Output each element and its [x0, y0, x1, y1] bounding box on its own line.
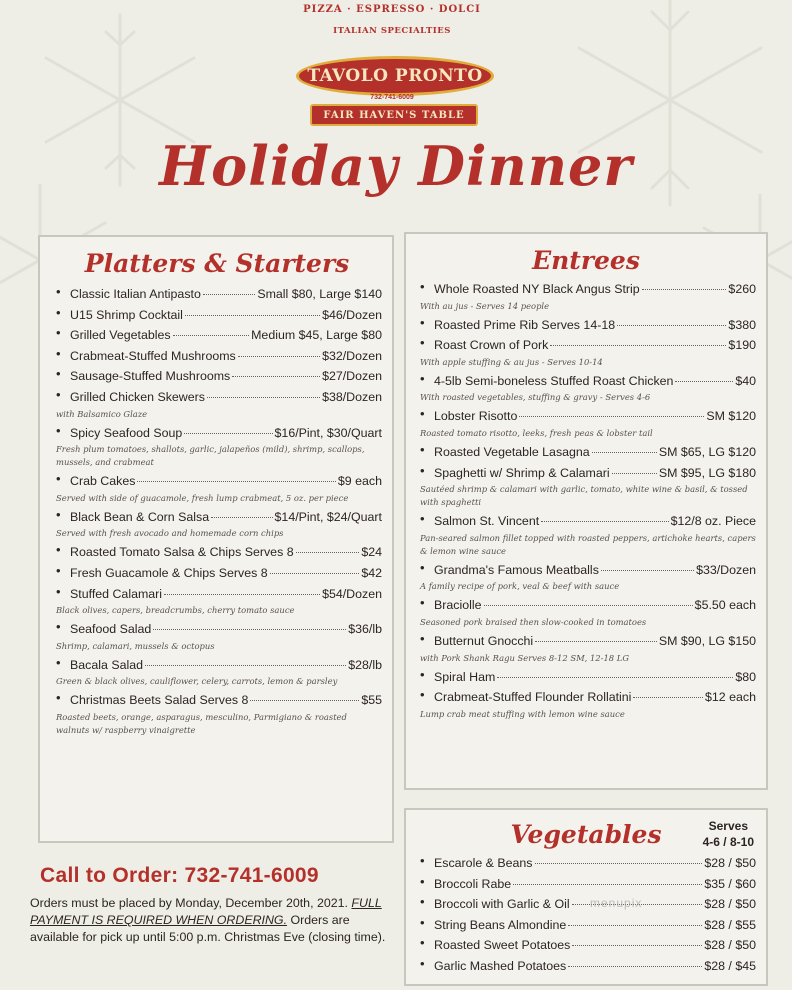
menu-item-price: SM $90, LG $150 [658, 633, 756, 648]
menu-item-price: $14/Pint, $24/Quart [274, 509, 382, 524]
dot-leader [137, 481, 335, 482]
call-to-order: Call to Order: 732-741-6009 [40, 864, 319, 887]
menu-item-description: Shrimp, calamari, mussels & octopus [56, 640, 215, 651]
menu-item [416, 335, 756, 369]
menu-item [416, 406, 756, 440]
menu-item [416, 935, 756, 956]
dot-leader [642, 289, 727, 290]
menu-item-name: • Escarole & Beans [434, 856, 533, 870]
menu-item-description: with Pork Shank Ragu Serves 8-12 SM, 12-18 LG [420, 652, 630, 663]
menu-item [416, 874, 756, 895]
dot-leader [207, 397, 320, 398]
menu-item-row [70, 423, 382, 444]
dot-leader [601, 570, 694, 571]
menu-item-price: $28 / $50 [704, 897, 756, 912]
menu-item-price: $80 [735, 669, 756, 684]
serves-label: Serves [708, 819, 748, 833]
logo-name: TAVOLO PRONTO [296, 56, 494, 96]
menu-item-row [434, 335, 756, 356]
menu-item-row [434, 371, 756, 392]
menu-item-price: $28 / $50 [704, 938, 756, 953]
menu-item-price: $40 [735, 373, 756, 388]
menu-item [416, 315, 756, 336]
menu-item-name: • Grandma's Famous Meatballs [434, 562, 599, 577]
menu-item-name: • U15 Shrimp Cocktail [70, 307, 183, 322]
menu-item-price: SM $65, LG $120 [658, 444, 756, 459]
menu-item-row [70, 325, 382, 346]
menu-item-description: Lump crab meat stuffing with lemon wine sauce [420, 708, 625, 719]
menu-item-price: $260 [728, 282, 756, 296]
menu-item-row [434, 595, 756, 616]
menu-item-name: • Roasted Sweet Potatoes [434, 938, 571, 953]
entrees-list [416, 279, 756, 721]
menu-item-description: with Balsamico Glaze [56, 408, 148, 419]
dot-leader [296, 552, 360, 553]
dot-leader [250, 700, 359, 701]
menu-item-price: $38/Dozen [322, 389, 382, 404]
logo-ribbon: FAIR HAVEN'S TABLE [310, 104, 478, 126]
menu-item-description: Sautéed shrimp & calamari with garlic, tomato, white wine & basil, & tossed with spaghetti [420, 484, 748, 508]
menu-item-name: • Christmas Beets Salad Serves 8 [70, 693, 249, 708]
logo-tagline: PIZZA · ESPRESSO · DOLCI [303, 4, 481, 15]
dot-leader [497, 677, 733, 678]
menu-item-description: With au jus - Serves 14 people [420, 300, 550, 311]
menu-item-row [434, 511, 756, 532]
dot-leader [145, 665, 346, 666]
menu-item-price: $12/8 oz. Piece [670, 514, 756, 529]
menu-item-price: $9 each [337, 474, 382, 489]
menu-item-row [434, 406, 756, 427]
menu-item-name: • Bacala Salad [70, 657, 144, 672]
menu-item [52, 325, 382, 346]
dot-leader [184, 433, 272, 434]
serves-sizes: 4-6 / 8-10 [702, 835, 754, 849]
menu-item-name: • Fresh Guacamole & Chips Serves 8 [70, 565, 268, 580]
dot-leader [484, 605, 693, 606]
menu-item-row [434, 667, 756, 688]
menu-item-row [434, 315, 756, 336]
dot-leader [513, 884, 702, 885]
dot-leader [675, 381, 733, 382]
menu-item-name: • Broccoli Rabe [434, 876, 512, 891]
dot-leader [612, 473, 657, 474]
menu-item [416, 687, 756, 721]
menu-item-description: Green & black olives, cauliflower, celery, carrots, lemon & parsley [56, 676, 338, 687]
menu-item [52, 284, 382, 305]
menu-item-price: Small $80, Large $140 [257, 287, 382, 301]
dot-leader [550, 345, 726, 346]
dot-leader [203, 294, 255, 295]
menu-item-price: $16/Pint, $30/Quart [274, 425, 382, 440]
menu-item-row [434, 463, 756, 484]
menu-item-row [434, 560, 756, 581]
menu-item [52, 305, 382, 326]
menu-item-price: $55 [361, 693, 382, 708]
menu-item-row [70, 619, 382, 640]
payment-notice: FULL PAYMENT IS REQUIRED WHEN ORDERING. [30, 896, 382, 927]
menu-item-price: $28 / $50 [704, 856, 756, 870]
menu-item-price: $24 [361, 545, 382, 560]
menu-item-name: • Spiral Ham [434, 669, 496, 684]
menu-item [416, 463, 756, 510]
menu-item-row [434, 915, 756, 936]
logo-phone: 732-741-6009 [370, 94, 414, 101]
menu-item-name: • Roasted Prime Rib Serves 14-18 [434, 317, 616, 332]
menu-item-name: • Classic Italian Antipasto [70, 287, 201, 301]
menu-item-name: • Spaghetti w/ Shrimp & Calamari [434, 465, 610, 480]
menu-item-price: $28 / $55 [704, 917, 756, 932]
menu-item-price: $28/lb [348, 657, 382, 672]
dot-leader [568, 966, 702, 967]
menu-item-row [70, 387, 382, 408]
dot-leader [232, 376, 320, 377]
dot-leader [211, 517, 272, 518]
dot-leader [185, 315, 320, 316]
vegetables-title: Vegetables [510, 820, 662, 849]
dot-leader [572, 945, 702, 946]
page-title: Holiday Dinner [159, 134, 633, 198]
menu-item-row [434, 279, 756, 300]
menu-item-description: Black olives, capers, breadcrumbs, cherry tomato sauce [56, 605, 295, 616]
menu-item [52, 690, 382, 737]
menu-item [52, 563, 382, 584]
dot-leader [153, 629, 346, 630]
menu-item [416, 894, 756, 915]
platters-panel [38, 235, 394, 843]
menu-item-name: • Whole Roasted NY Black Angus Strip [434, 282, 640, 296]
menu-item-name: • Stuffed Calamari [70, 586, 163, 601]
menu-item-row [70, 305, 382, 326]
menu-item [52, 471, 382, 505]
menu-item-price: $54/Dozen [322, 586, 382, 601]
menu-item-row [434, 442, 756, 463]
menu-item-price: $190 [728, 338, 756, 353]
menu-item-row [434, 956, 756, 977]
menu-item [416, 371, 756, 405]
menu-item-price: $27/Dozen [322, 369, 382, 384]
menu-item-description: Fresh plum tomatoes, shallots, garlic, jalapeños (mild), shrimp, scallops, mussels, and crabmeat [56, 444, 365, 468]
dot-leader [541, 521, 668, 522]
entrees-panel [404, 232, 768, 790]
menu-item-name: • Spicy Seafood Soup [70, 425, 183, 440]
menu-item-description: With apple stuffing & au jus - Serves 10-14 [420, 356, 603, 367]
menu-item-name: • Crab Cakes [70, 474, 136, 489]
menu-item [416, 853, 756, 874]
order-note [30, 895, 390, 946]
dot-leader [535, 641, 657, 642]
menu-item-name: • Lobster Risotto [434, 409, 518, 424]
dot-leader [164, 594, 320, 595]
menu-item [416, 279, 756, 313]
menu-item-row [434, 874, 756, 895]
menu-item-price: $36/lb [348, 622, 382, 637]
menu-item-row [70, 346, 382, 367]
menu-item-name: • Grilled Vegetables [70, 328, 171, 343]
menu-item-description: Served with side of guacamole, fresh lump crabmeat, 5 oz. per piece [56, 492, 349, 503]
menu-item-row [70, 471, 382, 492]
menu-item-price: SM $95, LG $180 [658, 465, 756, 480]
dot-leader [535, 863, 703, 864]
menu-item-price: $380 [728, 317, 756, 332]
menu-item [416, 956, 756, 977]
menu-item-name: • Black Bean & Corn Salsa [70, 509, 210, 524]
menu-item-row [70, 584, 382, 605]
menu-item [52, 542, 382, 563]
dot-leader [270, 573, 360, 574]
menu-item-name: • Grilled Chicken Skewers [70, 389, 205, 404]
menu-item [52, 366, 382, 387]
menu-item-name: • Roasted Vegetable Lasagna [434, 444, 590, 459]
menu-item-price: $28 / $45 [704, 958, 756, 973]
platters-title: Platters & Starters [84, 249, 350, 278]
menu-item-name: • Roasted Tomato Salsa & Chips Serves 8 [70, 545, 294, 560]
menu-item [416, 595, 756, 629]
menu-item-row [70, 655, 382, 676]
dot-leader [173, 335, 250, 336]
dot-leader [238, 356, 320, 357]
menu-item-row [434, 935, 756, 956]
menu-item-description: A family recipe of pork, veal & beef with sauce [420, 581, 620, 592]
menu-item-price: $5.50 each [694, 598, 756, 613]
vegetables-list [416, 853, 756, 977]
menu-item-name: • Sausage-Stuffed Mushrooms [70, 369, 231, 384]
menu-item-row [70, 542, 382, 563]
menu-item-price: $35 / $60 [704, 876, 756, 891]
menu-item [416, 915, 756, 936]
menu-item-name: • Crabmeat-Stuffed Flounder Rollatini [434, 690, 632, 705]
menu-item-row [434, 631, 756, 652]
menu-item-description: With roasted vegetables, stuffing & gravy - Serves 4-6 [420, 392, 651, 403]
menu-item [416, 631, 756, 665]
order-deadline: Orders must be placed by Monday, December 20th, 2021. [30, 896, 348, 910]
menu-item-price: $12 each [705, 690, 756, 705]
menu-item-row [70, 284, 382, 305]
menu-item-name: • Garlic Mashed Potatoes [434, 958, 567, 973]
menu-item [416, 667, 756, 688]
menu-item-description: Seasoned pork braised then slow-cooked in tomatoes [420, 616, 647, 627]
menu-item-name: • String Beans Almondine [434, 917, 567, 932]
dot-leader [519, 416, 704, 417]
menu-item [416, 442, 756, 463]
vegetables-panel [404, 808, 768, 986]
serves-header [703, 818, 754, 850]
menu-item-name: • Roast Crown of Pork [434, 338, 549, 353]
platters-list [52, 284, 382, 737]
dot-leader [568, 925, 702, 926]
menu-item-price: Medium $45, Large $80 [251, 328, 382, 343]
menu-item-name: • Crabmeat-Stuffed Mushrooms [70, 348, 236, 363]
menu-item-price: SM $120 [706, 409, 756, 424]
menu-item-description: Served with fresh avocado and homemade corn chips [56, 528, 284, 539]
menu-item [416, 560, 756, 594]
menu-item-row [434, 853, 756, 874]
menu-item [52, 584, 382, 618]
menu-item-name: • Seafood Salad [70, 622, 152, 637]
menu-item-price: $32/Dozen [322, 348, 382, 363]
menu-item-price: $33/Dozen [696, 562, 756, 577]
menu-item-name: • Broccoli with Garlic & Oil [434, 897, 570, 912]
menu-item [52, 619, 382, 653]
menu-item [416, 511, 756, 558]
menu-item-price: $42 [361, 565, 382, 580]
menu-item-row [70, 563, 382, 584]
menu-item-row [434, 687, 756, 708]
menu-item-name: • Braciolle [434, 598, 482, 613]
menu-item [52, 346, 382, 367]
menu-item-name: • Salmon St. Vincent [434, 514, 540, 529]
watermark: menupix [590, 896, 643, 910]
pickup-notice: Orders are available for pick up until 5:00 p.m. Christmas Eve (closing time). [30, 913, 386, 944]
logo-subtitle: ITALIAN SPECIALTIES [333, 26, 451, 36]
menu-item-description: Pan-seared salmon fillet topped with roasted peppers, artichoke hearts, capers & lemon wine sauce [420, 532, 756, 556]
dot-leader [617, 325, 726, 326]
menu-item [52, 423, 382, 470]
menu-item-name: • 4-5lb Semi-boneless Stuffed Roast Chicken [434, 373, 674, 388]
menu-item [52, 507, 382, 541]
menu-item-description: Roasted tomato risotto, leeks, fresh peas & lobster tail [420, 427, 653, 438]
dot-leader [633, 697, 703, 698]
entrees-title: Entrees [532, 246, 640, 275]
menu-item-description: Roasted beets, orange, asparagus, mesculino, Parmigiano & roasted walnuts w/ raspberry vinaigrette [56, 711, 347, 735]
menu-item [52, 655, 382, 689]
menu-item [52, 387, 382, 421]
menu-item-name: • Butternut Gnocchi [434, 633, 534, 648]
menu-item-price: $46/Dozen [322, 307, 382, 322]
menu-item-row [70, 366, 382, 387]
dot-leader [592, 452, 657, 453]
menu-item-row [70, 690, 382, 711]
restaurant-logo [292, 4, 492, 136]
menu-item-row [70, 507, 382, 528]
